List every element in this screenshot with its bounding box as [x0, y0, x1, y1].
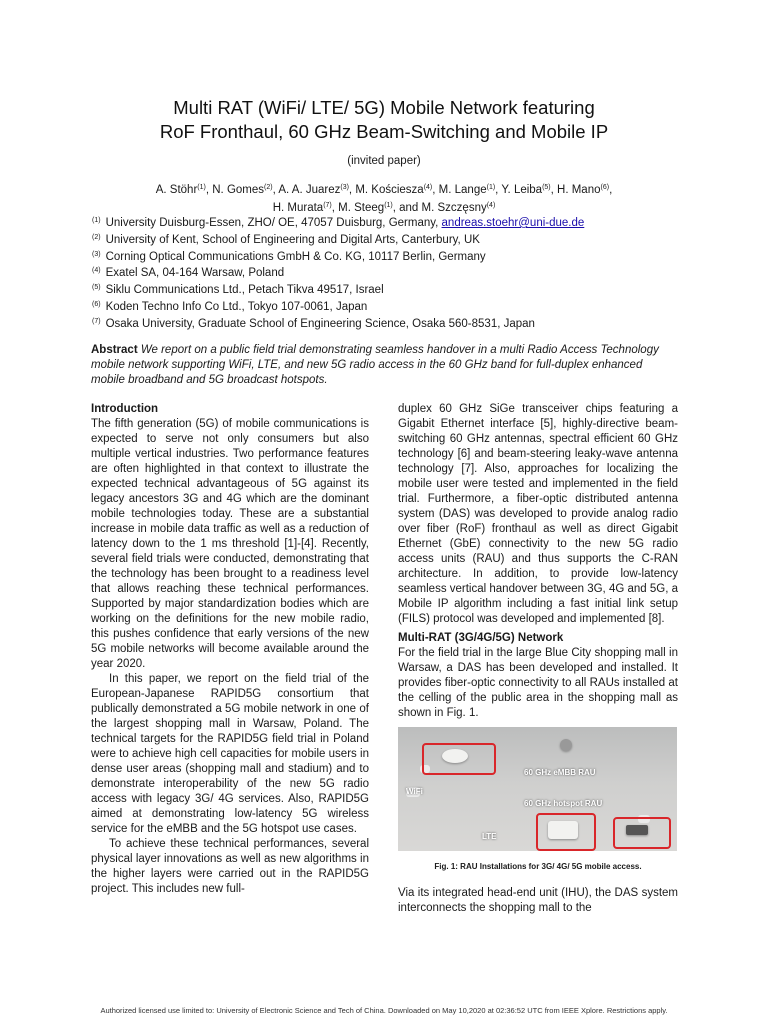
paper-title: [0, 96, 768, 144]
affiliation-mark: (5): [92, 284, 101, 292]
author-separator: ,: [272, 184, 279, 196]
author-name: M. Kościesza: [355, 184, 424, 196]
figure-label-lte: LTE: [482, 832, 497, 841]
author-name: A. Stöhr: [155, 184, 198, 196]
body-paragraph: The fifth generation (5G) of mobile communications is expected to serve not only consumers but also multiple vertical industries. Two performance features are often highlighted in that context to illustrate the expected technical advantageous of 5G against its legacy ancestors 3G and 4G which are the dominant mobile technologies today. These are a substantial increase in mobile data traffic as well as a reduction of latency down to the 1 ms threshold [1]-[4]. Recently, several field trials were conducted, demonstrating that the technology has been brought to a readiness level that allows reaching these technical performances. Supported by major standardization bodies which are working on the definitions for the new mobile radio, this pushes confidence that early versions of the new 5G mobile networks will become available around the year 2020.: [91, 418, 369, 670]
author-affiliation-mark: (4): [423, 184, 433, 191]
email-link[interactable]: andreas.stoehr@uni-due.de: [441, 217, 585, 229]
author-name: M. Szczęsny: [421, 202, 487, 214]
author-name: Y. Leiba: [501, 184, 543, 196]
body-paragraph: Via its integrated head-end unit (IHU), the DAS system interconnects the shopping mall to the: [398, 887, 678, 914]
body-paragraph: duplex 60 GHz SiGe transceiver chips featuring a Gigabit Ethernet interface [5], highly-directive beam-switching 60 GHz antennas, spectral efficient 60 GHz technology [6] and beam-steering leaky-wave antenna technology [7]. Also, approaches for localizing the mobile user were tested and implemented in the field trial. Furthermore, a fiber-optic distributed antenna system (DAS) was developed to provide analog radio over fiber (RoF) fronthaul as well as direct Gigabit Ethernet (GbE) connectivity to the new 5G radio access units (RAU) and thus supports the C-RAN architecture. In addition, to provide low-latency seamless vertical handover between 3G, 4G and 5G, a Mobile IP algorithm including a fast initial link setup (FILS) protocol was developed and implemented [8].: [398, 403, 678, 625]
figure-rau-installations: [398, 727, 677, 851]
author-separator: , and: [392, 202, 422, 214]
affiliation-text: University of Kent, School of Engineering and Digital Arts, Canterbury, UK: [105, 233, 480, 246]
affiliation-item: [92, 298, 692, 315]
author-separator: ,: [609, 184, 613, 196]
author-separator: ,: [205, 184, 213, 196]
abstract-text: We report on a public field trial demonstrating seamless handover in a multi Radio Access Technology mobile network supporting WiFi, LTE, and new 5G radio access in the 60 GHz band for full-duplex enhanced mobile broadband and 5G broadcast hotspots.: [91, 344, 659, 386]
affiliation-item: [92, 248, 692, 265]
body-paragraph: For the field trial in the large Blue City shopping mall in Warsaw, a DAS has been developed and installed. It provides fiber-optic connectivity to all RAUs installed at the celling of the public area in the shopping mall as shown in Fig. 1.: [398, 647, 678, 719]
affiliation-item: [92, 214, 692, 231]
author-separator: ,: [331, 202, 339, 214]
author-separator: ,: [432, 184, 439, 196]
wifi-access-point: [442, 749, 468, 763]
body-paragraph: To achieve these technical performances, several physical layer innovations as well as new algorithms in the higher layers were carried out in the RAPID5G project. This includes new full-: [91, 838, 369, 895]
lte-antenna: [548, 821, 578, 839]
affiliation-text: Siklu Communications Ltd., Petach Tikva 49517, Israel: [105, 284, 384, 297]
affiliation-list: [92, 214, 692, 332]
affiliation-item: [92, 281, 692, 298]
author-affiliation-mark: (1): [384, 202, 393, 209]
affiliation-mark: (7): [92, 317, 101, 325]
author-affiliation-mark: (6): [600, 184, 610, 191]
affiliation-text: Osaka University, Graduate School of Engineering Science, Osaka 560-8531, Japan: [105, 317, 535, 330]
affiliation-mark: (2): [92, 233, 101, 241]
right-column: [398, 402, 678, 916]
author-name: M. Lange: [438, 184, 487, 196]
affiliation-item: [92, 315, 692, 332]
affiliation-text: Exatel SA, 04-164 Warsaw, Poland: [105, 267, 285, 280]
author-affiliation-mark: (7): [323, 202, 332, 209]
section-heading-introduction: Introduction: [91, 403, 159, 415]
author-separator: ,: [495, 184, 502, 196]
author-affiliation-mark: (1): [486, 184, 496, 191]
author-name: M. Steeg: [338, 202, 385, 214]
camera-dome: [560, 739, 572, 751]
author-affiliation-mark: (1): [197, 184, 206, 191]
affiliation-mark: (4): [92, 267, 101, 275]
figure-label-wifi: WiFi: [406, 787, 423, 796]
author-separator: ,: [348, 184, 356, 196]
author-name: N. Gomes: [212, 184, 265, 196]
author-affiliation-mark: (4): [486, 202, 496, 209]
ieee-footer-notice: Authorized licensed use limited to: University of Electronic Science and Tech of China. Downloaded on May 10,2020 at 02:36:52 UTC from IEEE Xplore. Restrictions apply.: [100, 1006, 668, 1015]
abstract-label: Abstract: [91, 344, 138, 356]
title-line-1: Multi RAT (WiFi/ LTE/ 5G) Mobile Network featuring: [173, 97, 595, 118]
title-line-2: RoF Fronthaul, 60 GHz Beam-Switching and Mobile IP: [159, 121, 609, 142]
author-line-1: [0, 180, 768, 198]
figure-label-embb: 60 GHz eMBB RAU: [524, 768, 596, 777]
affiliation-item: [92, 264, 692, 281]
affiliation-mark: (1): [92, 217, 101, 224]
affiliation-text: Corning Optical Communications GmbH & Co. KG, 10117 Berlin, Germany: [105, 250, 486, 263]
section-heading-multi-rat: Multi-RAT (3G/4G/5G) Network: [398, 632, 564, 644]
left-column: [91, 402, 369, 897]
figure-label-hotspot: 60 GHz hotspot RAU: [524, 799, 603, 808]
body-paragraph: In this paper, we report on the field trial of the European-Japanese RAPID5G consortium that publically demonstrated a 5G mobile network in one of the largest shopping mall in Warsaw, Poland. The technical targets for the RAPID5G field trial in Poland were to achieve high cell capacities for mobile users in dense user areas (shopping mall and stadium) and to demonstrate interoperability of the new 5G radio access with legacy 3G/ 4G services. Also, RAPID5G aimed at demonstrating low-latency 5G wireless service for the eMBB and the 5G hotspot use cases.: [91, 673, 369, 835]
figure-caption: Fig. 1: RAU Installations for 3G/ 4G/ 5G mobile access.: [434, 862, 642, 871]
paper-subtitle: (invited paper): [347, 155, 421, 167]
author-list: [0, 180, 768, 216]
author-name: A. A. Juarez: [278, 184, 341, 196]
abstract: [91, 343, 678, 388]
affiliation-text: Koden Techno Info Co Ltd., Tokyo 107-0061, Japan: [105, 300, 368, 313]
hotspot-rau-device: [626, 825, 648, 835]
author-affiliation-mark: (2): [264, 184, 273, 191]
affiliation-item: [92, 231, 692, 248]
affiliation-text: University Duisburg-Essen, ZHO/ OE, 47057 Duisburg, Germany,: [105, 217, 442, 229]
author-affiliation-mark: (5): [542, 184, 551, 191]
author-affiliation-mark: (3): [340, 184, 349, 191]
author-separator: ,: [550, 184, 558, 196]
author-name: H. Murata: [272, 202, 324, 214]
author-name: H. Mano: [557, 184, 601, 196]
affiliation-mark: (6): [92, 300, 101, 308]
affiliation-mark: (3): [92, 250, 101, 258]
